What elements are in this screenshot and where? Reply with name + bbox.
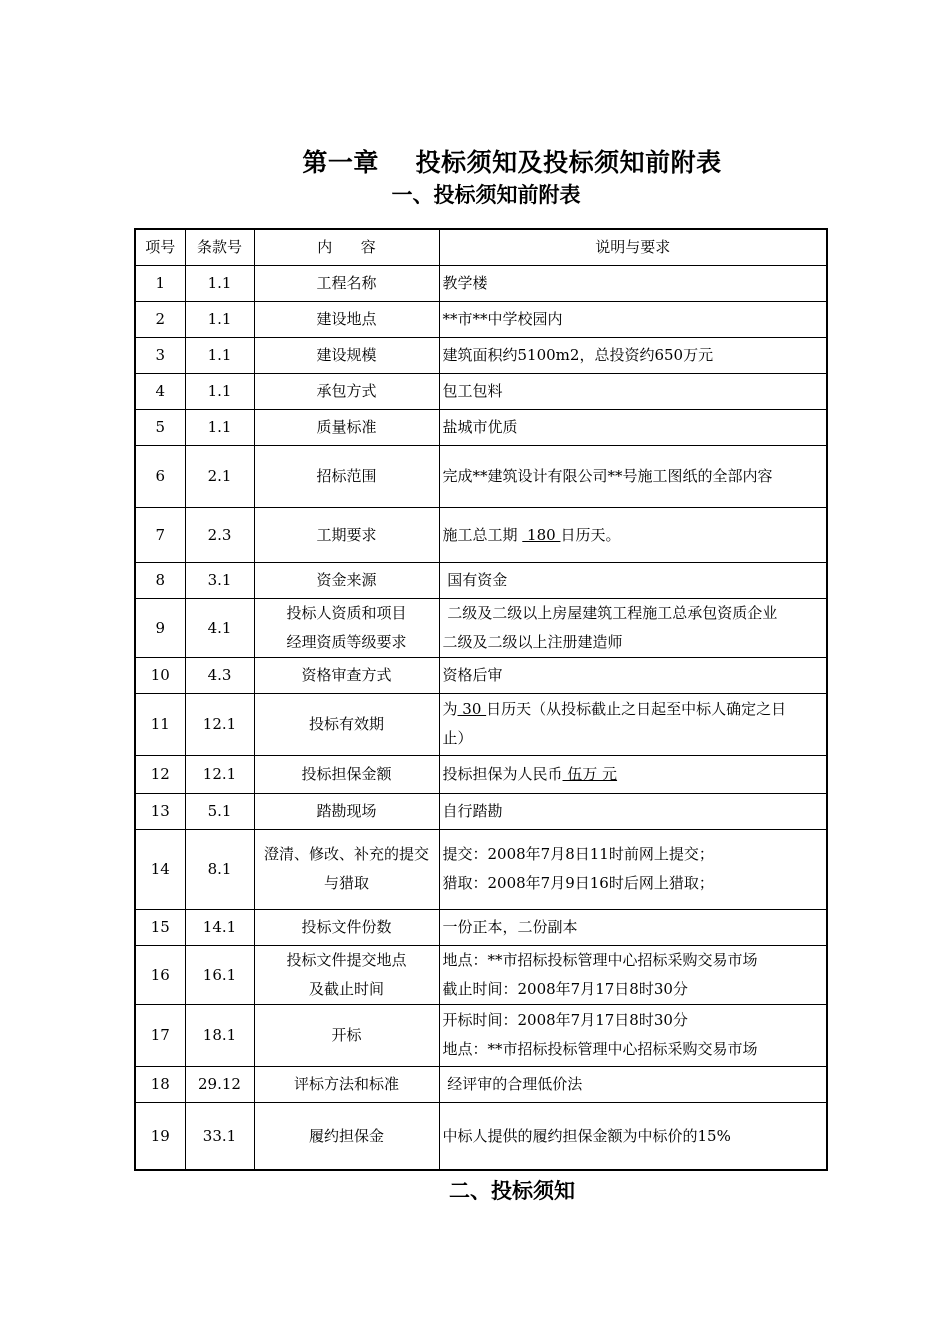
row-clause: 16.1	[185, 945, 254, 1004]
row-no: 16	[135, 945, 185, 1004]
bid-appendix-table	[134, 228, 828, 1171]
row-description: 经评审的合理低价法	[439, 1066, 827, 1102]
table-row	[135, 1066, 827, 1102]
row-item: 承包方式	[254, 373, 439, 409]
desc-text: 为	[442, 700, 458, 718]
row-description	[439, 693, 827, 755]
header-no: 项号	[135, 229, 185, 265]
row-item: 建设地点	[254, 301, 439, 337]
row-clause: 8.1	[185, 829, 254, 909]
table-row	[135, 445, 827, 507]
row-item: 工期要求	[254, 507, 439, 562]
item-line: 澄清、修改、补充的提交	[263, 845, 429, 863]
row-no: 10	[135, 657, 185, 693]
row-no: 1	[135, 265, 185, 301]
row-no: 8	[135, 562, 185, 598]
section-title-appendix: 一、投标须知前附表	[391, 183, 581, 207]
item-line: 与猎取	[323, 874, 369, 892]
table-row	[135, 693, 827, 755]
row-description: 完成**建筑设计有限公司**号施工图纸的全部内容	[439, 445, 827, 507]
row-item: 评标方法和标准	[254, 1066, 439, 1102]
desc-line: 地点：**市招标投标管理中心招标采购交易市场	[442, 1040, 758, 1058]
row-description	[439, 1004, 827, 1066]
row-no: 3	[135, 337, 185, 373]
table-row	[135, 507, 827, 562]
row-no: 9	[135, 598, 185, 657]
row-item: 招标范围	[254, 445, 439, 507]
desc-line: 提交：2008年7月8日11时前网上提交；	[442, 845, 714, 863]
header-content: 内 容	[254, 229, 439, 265]
row-item: 资格审查方式	[254, 657, 439, 693]
row-no: 4	[135, 373, 185, 409]
item-line: 及截止时间	[308, 979, 384, 998]
row-description	[439, 945, 827, 1004]
desc-text: 投标担保为人民币	[442, 765, 563, 783]
desc-line: 二级及二级以上房屋建筑工程施工总承包资质企业	[442, 603, 778, 622]
row-description: **市**中学校园内	[439, 301, 827, 337]
row-clause: 14.1	[185, 909, 254, 945]
row-item	[254, 598, 439, 657]
table-row	[135, 409, 827, 445]
row-no: 15	[135, 909, 185, 945]
header-description: 说明与要求	[439, 229, 827, 265]
item-line: 经理资质等级要求	[286, 632, 407, 651]
row-no: 19	[135, 1102, 185, 1170]
table-row	[135, 1102, 827, 1170]
desc-line: 二级及二级以上注册建造师	[442, 632, 623, 651]
row-item: 投标担保金额	[254, 755, 439, 793]
row-no: 13	[135, 793, 185, 829]
row-clause: 1.1	[185, 265, 254, 301]
table-row	[135, 562, 827, 598]
row-description: 包工包料	[439, 373, 827, 409]
header-clause: 条款号	[185, 229, 254, 265]
row-clause: 1.1	[185, 373, 254, 409]
table-row	[135, 793, 827, 829]
row-clause: 1.1	[185, 301, 254, 337]
row-clause: 1.1	[185, 337, 254, 373]
row-item: 投标有效期	[254, 693, 439, 755]
row-clause: 29.12	[185, 1066, 254, 1102]
row-item: 投标文件份数	[254, 909, 439, 945]
table-row	[135, 657, 827, 693]
row-description	[439, 598, 827, 657]
desc-text: 日历天。	[560, 525, 621, 544]
item-line: 投标文件提交地点	[286, 950, 407, 969]
row-item: 资金来源	[254, 562, 439, 598]
row-item: 建设规模	[254, 337, 439, 373]
table-row	[135, 301, 827, 337]
row-clause: 3.1	[185, 562, 254, 598]
table-row	[135, 909, 827, 945]
row-no: 17	[135, 1004, 185, 1066]
row-description: 资格后审	[439, 657, 827, 693]
row-description: 盐城市优质	[439, 409, 827, 445]
table-row	[135, 598, 827, 657]
row-description: 教学楼	[439, 265, 827, 301]
row-no: 5	[135, 409, 185, 445]
row-no: 11	[135, 693, 185, 755]
desc-text: 日历天（从投标截止之日起至中标人确定之日	[486, 700, 787, 718]
row-description: 一份正本，二份副本	[439, 909, 827, 945]
row-clause: 12.1	[185, 693, 254, 755]
row-clause: 5.1	[185, 793, 254, 829]
desc-line: 地点：**市招标投标管理中心招标采购交易市场	[442, 950, 758, 969]
desc-line: 止）	[442, 729, 473, 747]
table-row	[135, 337, 827, 373]
row-no: 18	[135, 1066, 185, 1102]
desc-line: 猎取：2008年7月9日16时后网上猎取；	[442, 874, 714, 892]
table-row	[135, 373, 827, 409]
row-description: 自行踏勘	[439, 793, 827, 829]
table-row	[135, 755, 827, 793]
row-item: 质量标准	[254, 409, 439, 445]
desc-line: 截止时间：2008年7月17日8时30分	[442, 979, 688, 998]
row-no: 7	[135, 507, 185, 562]
table-header-row	[135, 229, 827, 265]
desc-underlined-value: 30	[457, 700, 487, 718]
row-clause: 2.3	[185, 507, 254, 562]
table-row	[135, 1004, 827, 1066]
row-clause: 1.1	[185, 409, 254, 445]
row-description: 建筑面积约5100m2，总投资约650万元	[439, 337, 827, 373]
row-description: 国有资金	[439, 562, 827, 598]
row-clause: 12.1	[185, 755, 254, 793]
row-clause: 18.1	[185, 1004, 254, 1066]
row-item: 踏勘现场	[254, 793, 439, 829]
row-no: 6	[135, 445, 185, 507]
row-item: 工程名称	[254, 265, 439, 301]
row-description	[439, 829, 827, 909]
desc-underlined-value: 伍万 元	[562, 765, 618, 783]
row-no: 12	[135, 755, 185, 793]
row-item	[254, 945, 439, 1004]
desc-line: 开标时间：2008年7月17日8时30分	[442, 1011, 688, 1029]
table-row	[135, 829, 827, 909]
desc-text: 施工总工期	[442, 525, 523, 544]
row-item: 履约担保金	[254, 1102, 439, 1170]
item-line: 投标人资质和项目	[286, 603, 407, 622]
row-item	[254, 829, 439, 909]
table-row	[135, 945, 827, 1004]
chapter-title: 第一章 投标须知及投标须知前附表	[302, 148, 722, 177]
row-clause: 33.1	[185, 1102, 254, 1170]
section-title-instructions: 二、投标须知	[449, 1179, 575, 1203]
row-description	[439, 507, 827, 562]
row-no: 14	[135, 829, 185, 909]
row-no: 2	[135, 301, 185, 337]
row-clause: 2.1	[185, 445, 254, 507]
table-row	[135, 265, 827, 301]
desc-underlined-value: 180	[522, 525, 561, 544]
row-clause: 4.3	[185, 657, 254, 693]
row-description	[439, 755, 827, 793]
row-clause: 4.1	[185, 598, 254, 657]
row-description: 中标人提供的履约担保金额为中标价的15%	[439, 1102, 827, 1170]
row-item: 开标	[254, 1004, 439, 1066]
